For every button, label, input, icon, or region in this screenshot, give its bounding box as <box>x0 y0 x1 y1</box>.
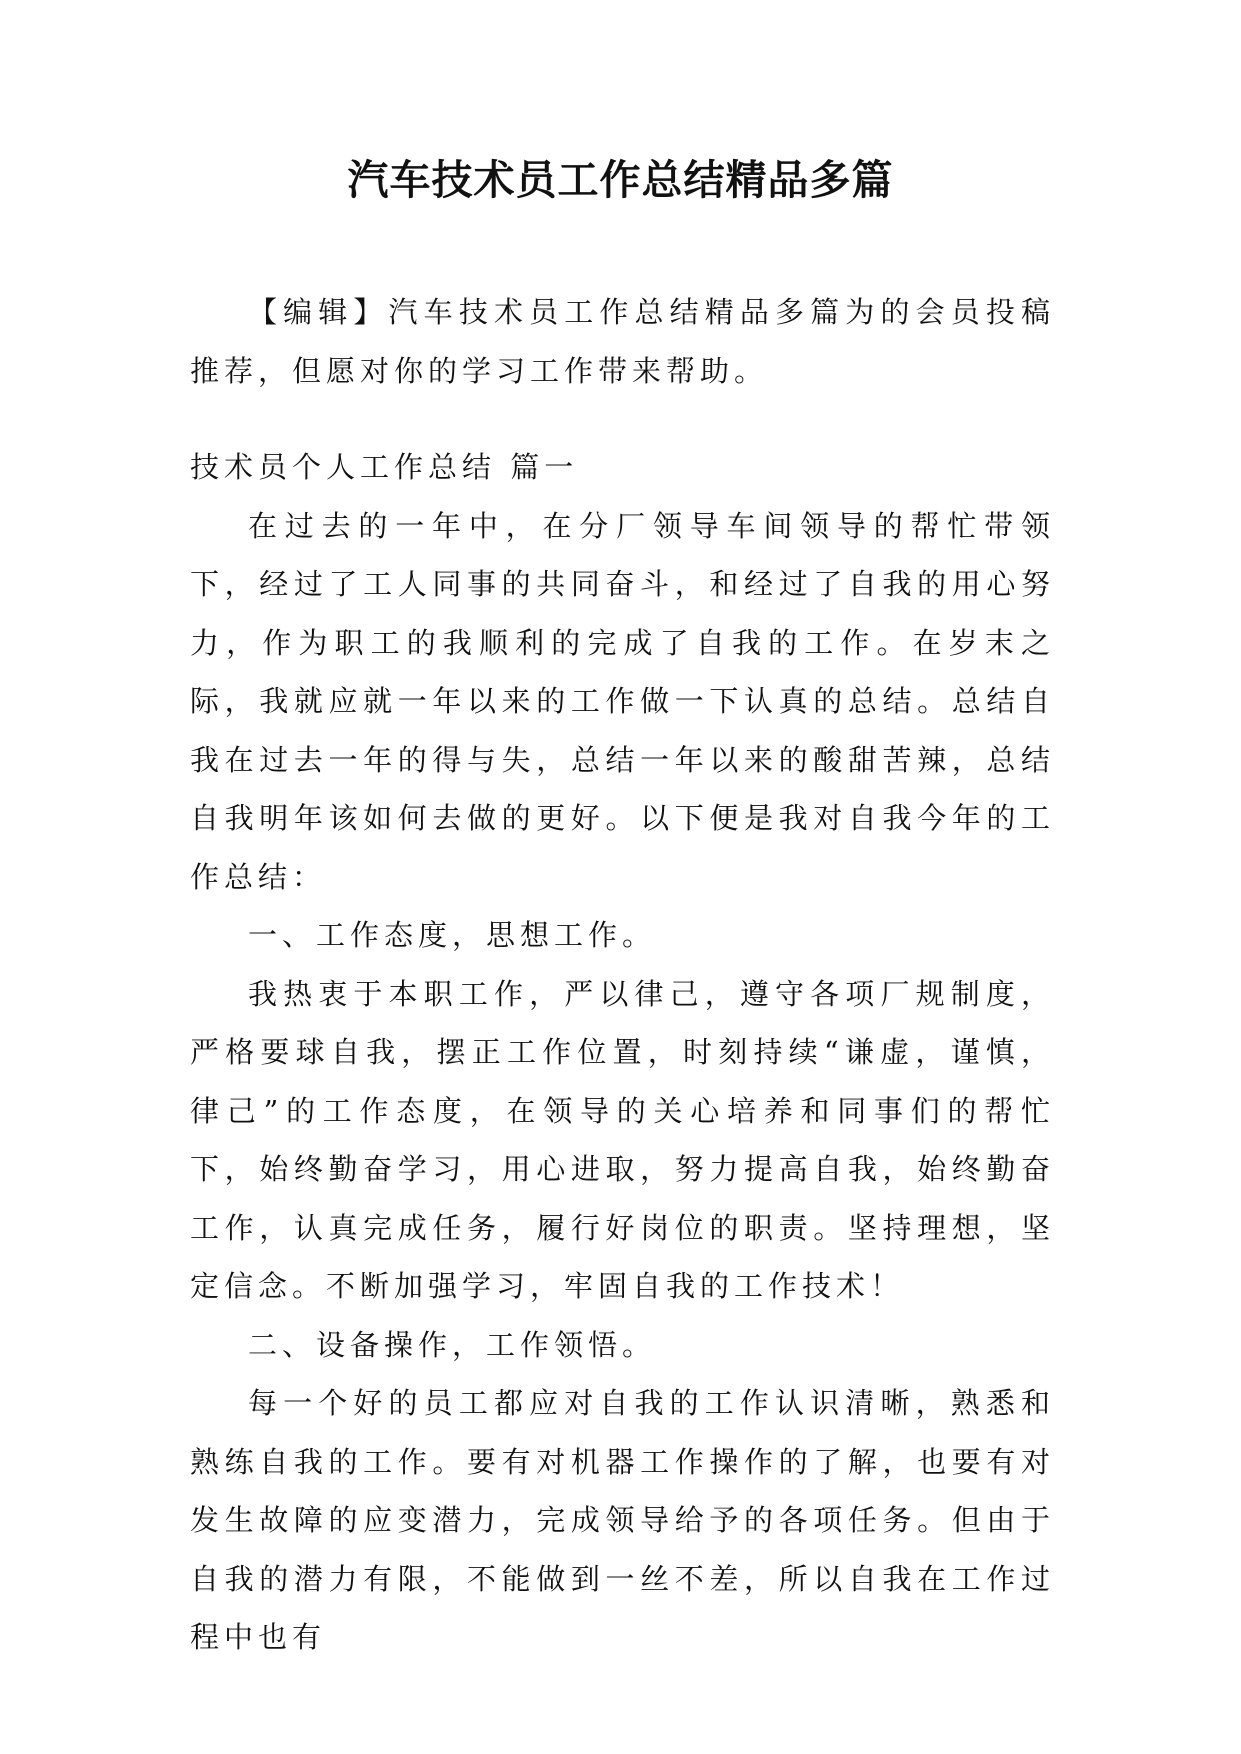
paragraph-2: 我热衷于本职工作，严以律己，遵守各项厂规制度，严格要球自我，摆正工作位置，时刻持续“谦虚，谨慎，律己”的工作态度，在领导的关心培养和同事们的帮忙下，始终勤奋学习，用心进取，努力提高自我，始终勤奋工作，认真完成任务，履行好岗位的职责。坚持理想，坚定信念。不断加强学习，牢固自我的工作技术！ <box>190 976 1055 1303</box>
section-heading: 技术员个人工作总结 篇一 <box>190 450 579 484</box>
paragraph-3: 每一个好的员工都应对自我的工作认识清晰，熟悉和熟练自我的工作。要有对机器工作操作的了解，也要有对发生故障的应变潜力，完成领导给予的各项任务。但由于自我的潜力有限，不能做到一丝不差，所以自我在工作过程中也有 <box>190 1386 1055 1654</box>
intro-paragraph: 【编辑】汽车技术员工作总结精品多篇为的会员投稿推荐，但愿对你的学习工作带来帮助。 <box>190 295 1055 388</box>
paragraph-1: 在过去的一年中，在分厂领导车间领导的帮忙带领下，经过了工人同事的共同奋斗，和经过了自我的用心努力，作为职工的我顺利的完成了自我的工作。在岁末之际，我就应就一年以来的工作做一下认真的总结。总结自我在过去一年的得与失，总结一年以来的酸甜苦辣，总结自我明年该如何去做的更好。以下便是我对自我今年的工作总结： <box>190 508 1055 894</box>
subheading-attitude: 一、工作态度，思想工作。 <box>248 918 657 952</box>
section-1 <box>190 438 1055 1667</box>
subheading-equipment: 二、设备操作，工作领悟。 <box>248 1327 657 1362</box>
document-title: 汽车技术员工作总结精品多篇 <box>347 156 894 204</box>
intro-block <box>190 283 1055 400</box>
